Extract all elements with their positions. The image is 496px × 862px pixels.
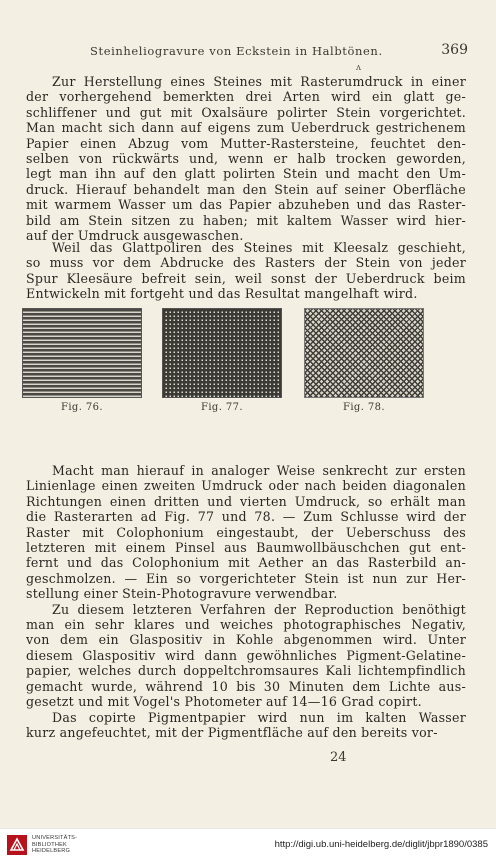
text-line: diesem Glaspositiv wird dann gewöhnliches Pigment-Gelatine- [26, 647, 466, 663]
figure-76 [22, 308, 142, 413]
page-number: 369 [441, 42, 468, 58]
text-line: selben von rückwärts und, wenn er halb trocken geworden, [26, 151, 466, 167]
text-line: Das copirte Pigmentpapier wird nun im kalten Wasser [52, 709, 466, 725]
text-line: Papier einen Abzug vom Mutter-Rastersteine, feuchtet den- [26, 135, 466, 151]
text-line: Weil das Glattpoliren des Steines mit Kleesalz geschieht, [52, 240, 466, 255]
text-line: Linienlage einen zweiten Umdruck oder nach beiden diagonalen [26, 478, 466, 494]
text-line: papier, welches durch doppeltchromsaures Kali lichtempfindlich [26, 663, 466, 679]
library-name-line: UNIVERSITÄTS- [32, 835, 78, 841]
running-header [90, 42, 468, 62]
text-line: Zu diesem letzteren Verfahren der Reproduction benöthigt [52, 601, 466, 617]
text-line: mit warmem Wasser um das Papier abzuheben und das Raster- [26, 197, 466, 213]
text-line: auf der Umdruck ausgewaschen. [26, 228, 244, 244]
text-line: geschmolzen. — Ein so vorgerichteter Stein ist nun zur Her- [26, 570, 466, 586]
text-line: stellung einer Stein-Photogravure verwendbar. [26, 586, 338, 602]
text-line: Man macht sich dann auf eigens zum Ueberdruck gestrichenem [26, 120, 466, 136]
text-line: letzteren mit einem Pinsel aus Baumwollbäuschchen gut ent- [26, 540, 466, 556]
figure-77 [162, 308, 282, 413]
margin-mark: ʌ [356, 63, 362, 73]
figure-caption: Fig. 76. [61, 402, 103, 413]
text-line: Spur Kleesäure befreit sein, weil sonst der Ueberdruck beim [26, 270, 466, 286]
signature-mark: 24 [330, 750, 347, 765]
permalink-url[interactable]: http://digi.ub.uni-heidelberg.de/diglit/jbpr1890/0385 [274, 839, 488, 850]
text-line: man ein sehr klares und weiches photographisches Negativ, [26, 617, 466, 633]
text-line: schliffener und gut mit Oxalsäure polirter Stein vorgerichtet. [26, 104, 466, 120]
text-line: so muss vor dem Abdrucke des Rasters der Stein von jeder [26, 255, 466, 271]
text-line: der vorhergehend bemerkten drei Arten wird ein glatt ge- [26, 89, 466, 105]
paragraph-3 [26, 463, 466, 740]
text-line: Richtungen einen dritten und vierten Umdruck, so erhält man [26, 493, 466, 509]
text-line: die Rasterarten ad Fig. 77 und 78. — Zum Schlusse wird der [26, 509, 466, 525]
text-line: gesetzt und mit Vogel's Photometer auf 14—16 Grad copirt. [26, 694, 422, 710]
grid-screen-image [162, 308, 282, 398]
figure-caption: Fig. 77. [201, 402, 243, 413]
text-line: gemacht wurde, während 10 bis 30 Minuten dem Lichte aus- [26, 678, 466, 694]
paragraph-2 [26, 240, 466, 302]
text-line: Raster mit Colophonium eingestaubt, der Ueberschuss des [26, 524, 466, 540]
figures-row [20, 308, 470, 420]
text-line: kurz angefeuchtet, mit der Pigmentfläche auf den bereits vor- [26, 724, 438, 740]
paragraph-1 [26, 74, 466, 243]
text-line: Macht man hierauf in analoger Weise senkrecht zur ersten [52, 463, 466, 478]
text-line: druck. Hierauf behandelt man den Stein auf seiner Oberfläche [26, 181, 466, 197]
running-title: Steinheliogravure von Eckstein in Halbtönen. [90, 44, 383, 58]
text-line: fernt und das Colophonium mit Aether an das Rasterbild an- [26, 555, 466, 571]
library-footer [0, 828, 496, 862]
text-line: bild am Stein sitzen zu haben; mit kaltem Wasser wird hier- [26, 212, 466, 228]
library-name-line: BIBLIOTHEK [32, 841, 67, 848]
text-line: von dem ein Glaspositiv in Kohle abgenommen wird. Unter [26, 632, 466, 648]
text-line: legt man ihn auf den glatt polirten Stein und macht den Um- [26, 166, 466, 182]
text-line: Zur Herstellung eines Steines mit Rasterumdruck in einer [52, 74, 466, 89]
cross-screen-image [304, 308, 424, 398]
line-screen-image [22, 308, 142, 398]
figure-caption: Fig. 78. [343, 402, 385, 413]
text-line: Entwickeln mit fortgeht und das Resultat mangelhaft wird. [26, 286, 418, 302]
library-name [32, 835, 77, 855]
library-name-line: HEIDELBERG [32, 848, 71, 855]
figure-78 [304, 308, 424, 413]
library-logo-icon [6, 834, 28, 856]
